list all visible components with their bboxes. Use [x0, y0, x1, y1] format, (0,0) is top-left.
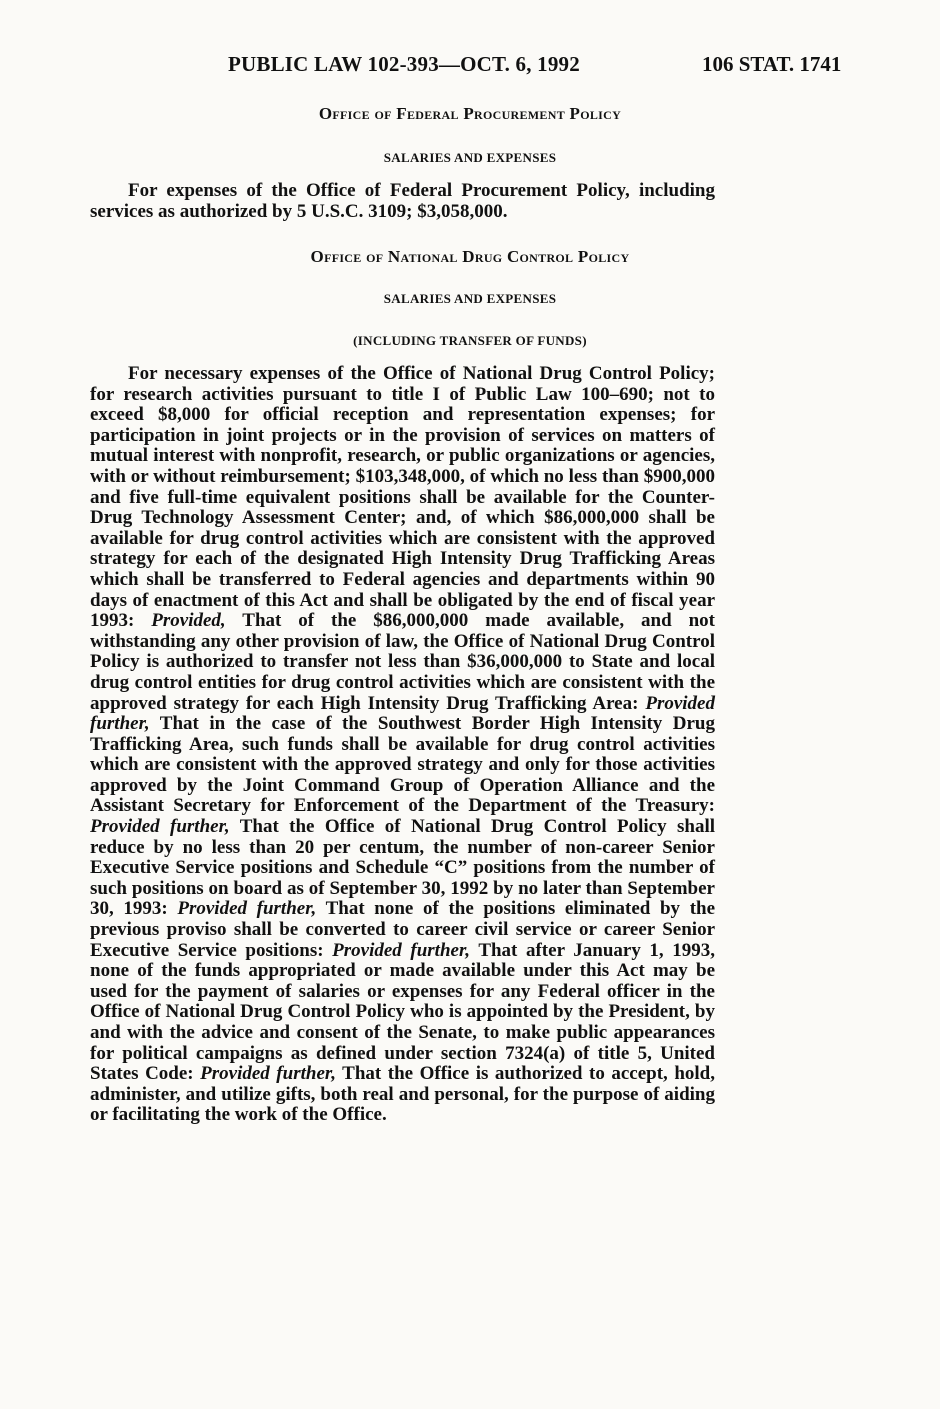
paragraph-drug-control: [90, 364, 715, 1126]
subheading-salaries-1: SALARIES AND EXPENSES: [383, 150, 557, 165]
text-segment: That of the $86,000,000 made available, and not withstanding any other provision of law, the Office of National Drug Control Policy is authorized to transfer not less than $36,000,000 to State and local drug control entities for drug control activities which are consistent with the approved strategy for each High Intensity Drug Trafficking Area:: [90, 610, 715, 714]
text-segment: That after January 1, 1993, none of the funds appropriated or made available under this Act may be used for the payment of salaries or expenses for any Federal officer in the Office of National Drug Control Policy who is appointed by the President, by and with the advice and consent of the Senate, to make public appearances for political campaigns as defined under section 7324(a) of title 5, United States Code:: [90, 939, 716, 1085]
proviso-italic: Provided,: [151, 610, 226, 632]
transfer-of-funds-note: (INCLUDING TRANSFER OF FUNDS): [353, 333, 587, 348]
text-segment: That in the case of the Southwest Border High Intensity Drug Trafficking Area, such funds shall be available for drug control activities which are consistent with the approved strategy and only for those activities approved by the Joint Command Group of Operation Alliance and the Assistant Secretary for Enforcement of the Department of the Treasury:: [90, 713, 715, 817]
public-law-citation: PUBLIC LAW 102-393—OCT. 6, 1992: [228, 52, 580, 76]
paragraph-procurement: For expenses of the Office of Federal Procurement Policy, including services as authorized by 5 U.S.C. 3109; $3,058,000.: [90, 180, 715, 222]
text-segment: For necessary expenses of the Office of National Drug Control Policy; for research activities pursuant to title I of Public Law 100–690; not to exceed $8,000 for official reception and representation expenses; for participation in joint projects or in the provision of services on matters of mutual interest with nonprofit, research, or public organizations or agencies, with or without reimbursement; $103,348,000, of which no less than $900,000 and five full-time equivalent positions shall be available for the Counter-Drug Technology Assessment Center; and, of which $86,000,000 shall be available for drug control activities which are consistent with the approved strategy for each of the designated High Intensity Drug Trafficking Areas which shall be transferred to Federal agencies and departments within 90 days of enactment of this Act and shall be obligated by the end of fiscal year 1993:: [90, 363, 715, 632]
office-heading-drug-control: Office of National Drug Control Policy: [310, 247, 630, 266]
proviso-italic: Provided further,: [90, 692, 715, 735]
running-header: [0, 52, 940, 84]
subheading-salaries-2: SALARIES AND EXPENSES: [383, 291, 557, 306]
statute-page-number: 106 STAT. 1741: [702, 52, 842, 76]
text-segment: That none of the positions eliminated by the previous proviso shall be converted to career civil service or career Senior Executive Service positions:: [90, 898, 716, 961]
text-segment: That the Office is authorized to accept, hold, administer, and utilize gifts, both real and personal, for the purpose of aiding or facilitating the work of the Office.: [90, 1063, 715, 1126]
proviso-italic: Provided further,: [332, 939, 471, 961]
office-heading-procurement: Office of Federal Procurement Policy: [318, 104, 622, 123]
proviso-italic: Provided further,: [200, 1063, 336, 1085]
proviso-italic: Provided further,: [177, 898, 317, 920]
proviso-italic: Provided further,: [90, 816, 230, 838]
text-segment: That the Office of National Drug Control Policy shall reduce by no less than 20 per centum, the number of non-career Senior Executive Service positions and Schedule “C” positions from the number of such positions on board as of September 30, 1992 by no later than September 30, 1993:: [90, 816, 715, 920]
